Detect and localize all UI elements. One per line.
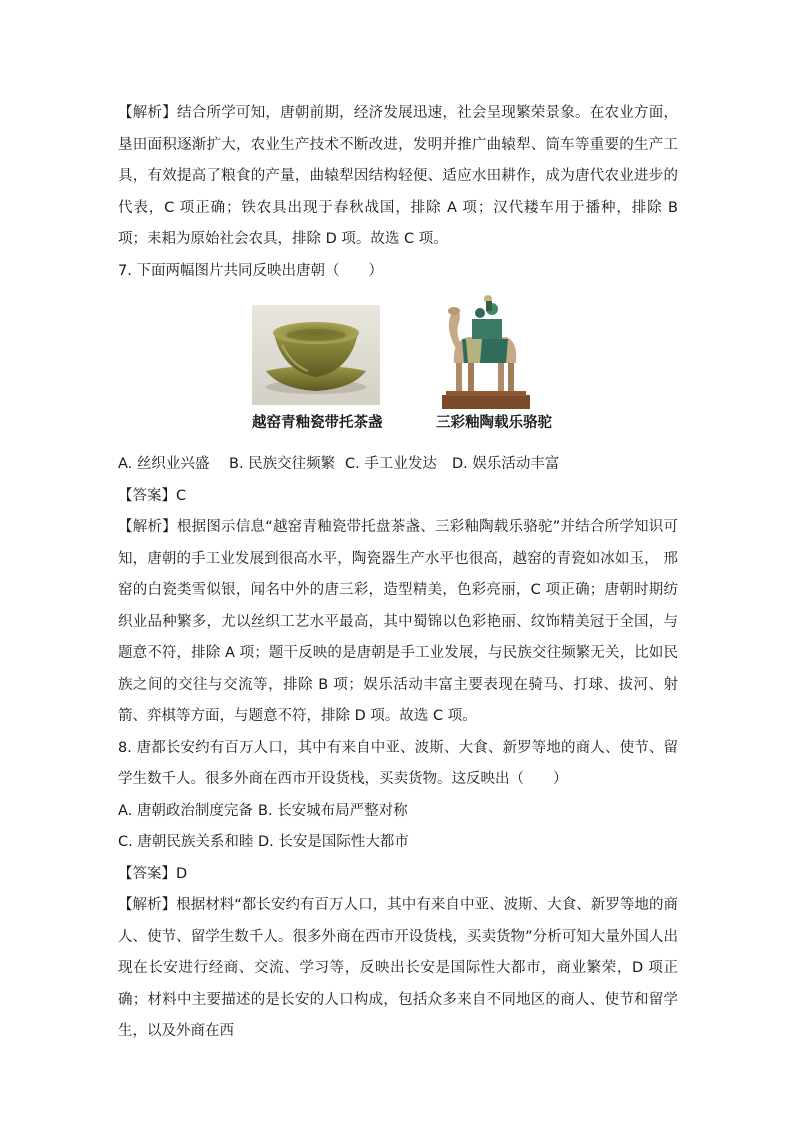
celadon-tea-bowl-image: [252, 305, 380, 405]
q7-options: [118, 449, 678, 481]
q8-option-b: B. 长安城布局严整对称: [258, 802, 408, 819]
document-page: [118, 98, 678, 1048]
q7-option-a: A. 丝织业兴盛: [118, 456, 210, 472]
sancai-camel-image: [442, 291, 530, 409]
q8-analysis: 【解析】根据材料“都长安约有百万人口，其中有来自中亚、波斯、大食、新罗等地的商人、使节、留学生数千人。很多外商在西市开设货栈，买卖货物”分析可知大量外国人出现在长安进行经商、交流、学习等，反映出长安是国际性大都市，商业繁荣，D 项正确；材料中主要描述的是长安的人口构成，包括众多来自不同地区的商人、使节和留学生，以及外商在西: [118, 897, 678, 1039]
q7-stem: 7. 下面两幅图片共同反映出唐朝（ ）: [118, 262, 383, 279]
figure1-caption: 越窑青釉瓷带托茶盏: [252, 415, 383, 431]
q8-stem: 8. 唐都长安约有百万人口，其中有来自中亚、波斯、大食、新罗等地的商人、使节、留学生数千人。很多外商在西市开设货栈，买卖货物。这反映出（ ）: [118, 739, 678, 787]
q7-option-d: D. 娱乐活动丰富: [452, 456, 560, 472]
q8-option-a: A. 唐朝政治制度完备: [118, 802, 253, 819]
q7-option-b: B. 民族交往频繁: [229, 456, 336, 472]
q8-options-row1: [118, 796, 678, 828]
q8-options-row2: [118, 827, 678, 859]
q7-figures: [118, 291, 678, 449]
q8-option-c: C. 唐朝民族关系和睦: [118, 834, 254, 850]
figure2-caption: 三彩釉陶载乐骆驼: [436, 415, 552, 431]
q7-answer: 【答案】C: [118, 487, 187, 504]
q8-option-d: D. 长安是国际性大都市: [258, 834, 409, 850]
q8-answer: 【答案】D: [118, 865, 188, 882]
q7-analysis: 【解析】根据图示信息“越窑青釉瓷带托盘茶盏、三彩釉陶载乐骆驼”并结合所学知识可知，唐朝的手工业发展到很高水平，陶瓷器生产水平也很高，越窑的青瓷如冰如玉， 邢窑的白瓷类雪似银，闻名中外的唐三彩，造型精美，色彩亮丽，C 项正确；唐朝时期纺织业品种繁多，尤以丝织工艺水平最高，其中蜀锦以色彩艳丽、纹饰精美冠于全国，与题意不符，排除 A 项；题干反映的是唐朝是手工业发展，与民族交往频繁无关，比如民族之间的交往与交流等，排除 B 项；娱乐活动丰富主要表现在骑马、打球、拔河、射箭、弈棋等方面，与题意不符，排除 D 项。故选 C 项。: [118, 519, 678, 724]
q7-option-c: C. 手工业发达: [345, 456, 437, 472]
q6-analysis: 【解析】结合所学可知，唐朝前期，经济发展迅速，社会呈现繁荣景象。在农业方面，垦田面积逐渐扩大，农业生产技术不断改进，发明并推广曲辕犁、筒车等重要的生产工具，有效提高了粮食的产量，曲辕犁因结构轻便、适应水田耕作，成为唐代农业进步的代表，C 项正确；铁农具出现于春秋战国，排除 A 项；汉代耧车用于播种，排除 B 项；耒耜为原始社会农具，排除 D 项。故选 C 项。: [118, 105, 678, 247]
